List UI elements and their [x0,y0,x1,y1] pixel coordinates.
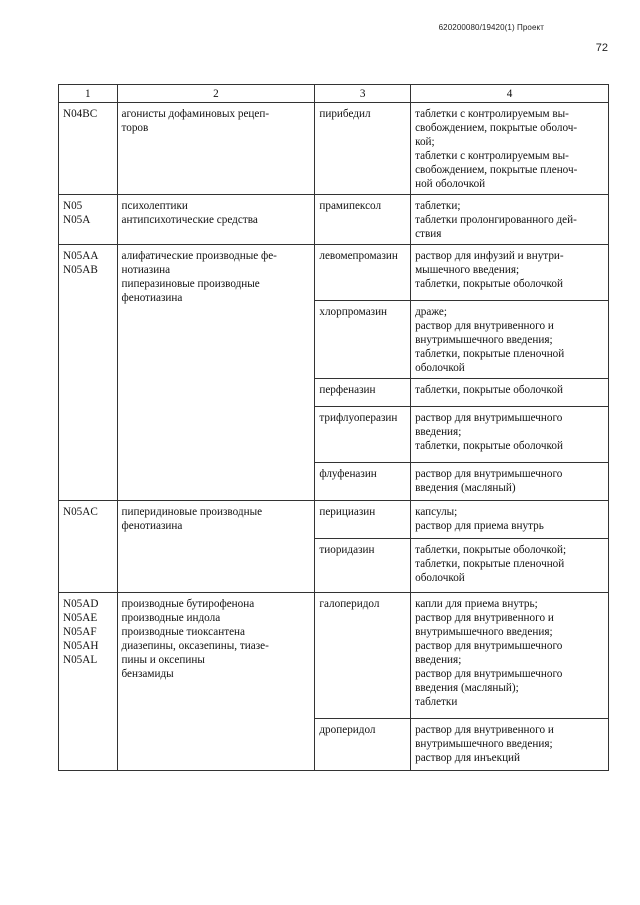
group-description-cell [117,245,315,501]
dosage-form-line: оболочкой [415,362,465,374]
column-header: 4 [411,85,609,103]
dosage-form-line: капли для приема внутрь; [415,598,538,610]
column-header: 2 [117,85,315,103]
group-description-cell [117,195,315,245]
atc-code: N05AA [63,250,99,262]
atc-code: N05AD [63,598,99,610]
dosage-form-line: раствор для внутривенного и [415,612,554,624]
group-description-line: пиперазиновые производные [121,278,260,290]
drug-name-cell [315,539,411,593]
dosage-form-line: раствор для внутримышечного [415,640,563,652]
table-body [59,103,609,771]
dosage-form-line: раствор для инфузий и внутри- [415,250,564,262]
dosage-form-line: кой; [415,136,435,148]
group-description-line: пины и оксепины [121,654,205,666]
table-row [59,245,609,301]
table-row [59,593,609,719]
atc-code: N05 [63,200,83,212]
drug-name: флуфеназин [319,468,377,480]
dosage-form-line: капсулы; [415,506,458,518]
dosage-forms-cell [411,103,609,195]
table-header-row [59,85,609,103]
drug-name: галоперидол [319,598,380,610]
drug-name: трифлуоперазин [319,412,398,424]
dosage-form-line: драже; [415,306,448,318]
dosage-forms-cell [411,593,609,719]
group-description-line: производные тиоксантена [121,626,246,638]
group-description-line: фенотиазина [121,292,183,304]
group-description-line: торов [121,122,149,134]
dosage-form-line: раствор для внутримышечного [415,668,563,680]
drug-name: тиоридазин [319,544,375,556]
dosage-form-line: раствор для внутривенного и [415,724,554,736]
drug-name-cell [315,407,411,463]
dosage-form-line: таблетки, покрытые оболочкой [415,278,563,290]
dosage-form-line: введения (масляный) [415,482,516,494]
dosage-form-line: введения (масляный); [415,682,519,694]
group-description-line: алифатические производные фе- [121,250,277,262]
dosage-forms-cell [411,719,609,771]
atc-code-cell [59,195,118,245]
dosage-forms-cell [411,407,609,463]
dosage-form-line: таблетки пролонгированного дей- [415,214,577,226]
group-description-line: агонисты дофаминовых рецеп- [121,108,270,120]
dosage-forms-cell [411,501,609,539]
group-description-line: пиперидиновые производные [121,506,263,518]
dosage-forms-cell [411,379,609,407]
group-description-line: нотиазина [121,264,171,276]
dosage-forms-cell [411,195,609,245]
dosage-form-line: таблетки; [415,200,461,212]
dosage-form-line: таблетки, покрытые пленочной [415,558,565,570]
group-description-line: антипсихотические средства [121,214,258,226]
atc-code-cell [59,103,118,195]
drug-name-cell [315,245,411,301]
drug-name-cell [315,463,411,501]
atc-code: N05AF [63,626,97,638]
drug-name-cell [315,719,411,771]
group-description-line: бензамиды [121,668,174,680]
dosage-forms-cell [411,245,609,301]
atc-code: N05AL [63,654,98,666]
atc-code: N05AB [63,264,98,276]
drug-name: дроперидол [319,724,376,736]
dosage-form-line: раствор для внутримышечного [415,412,563,424]
dosage-form-line: свобождением, покрытые оболоч- [415,122,578,134]
document-id: 620200080/19420(1) Проект [438,23,544,32]
dosage-form-line: внутримышечного введения; [415,334,553,346]
column-header: 3 [315,85,411,103]
group-description-cell [117,593,315,771]
page-number: 72 [595,42,608,54]
table-row [59,501,609,539]
drug-name: хлорпромазин [319,306,388,318]
atc-code-cell [59,245,118,501]
dosage-form-line: раствор для внутримышечного [415,468,563,480]
dosage-form-line: внутримышечного введения; [415,626,553,638]
dosage-forms-cell [411,539,609,593]
dosage-form-line: раствор для инъекций [415,752,521,764]
dosage-forms-cell [411,301,609,379]
dosage-form-line: таблетки, покрытые пленочной [415,348,565,360]
atc-code-cell [59,593,118,771]
drug-name: перициазин [319,506,376,518]
dosage-form-line: введения; [415,654,462,666]
dosage-form-line: оболочкой [415,572,465,584]
group-description-line: производные бутирофенона [121,598,255,610]
group-description-cell [117,103,315,195]
drug-name: прамипексол [319,200,382,212]
drug-table [58,84,609,771]
atc-code: N05AH [63,640,99,652]
group-description-line: психолептики [121,200,188,212]
dosage-form-line: раствор для приема внутрь [415,520,544,532]
drug-name-cell [315,501,411,539]
drug-name-cell [315,195,411,245]
atc-code-cell [59,501,118,593]
atc-code: N05AE [63,612,98,624]
group-description-cell [117,501,315,593]
dosage-form-line: таблетки, покрытые оболочкой [415,440,563,452]
dosage-form-line: раствор для внутривенного и [415,320,554,332]
group-description-line: фенотиазина [121,520,183,532]
dosage-form-line: ной оболочкой [415,178,486,190]
dosage-form-line: свобождением, покрытые пленоч- [415,164,578,176]
group-description-line: диазепины, оксазепины, тиазе- [121,640,269,652]
drug-name-cell [315,301,411,379]
dosage-form-line: мышечного введения; [415,264,520,276]
drug-name-cell [315,593,411,719]
dosage-form-line: внутримышечного введения; [415,738,553,750]
group-description-line: производные индола [121,612,221,624]
drug-name: левомепромазин [319,250,398,262]
drug-name: пирибедил [319,108,371,120]
atc-code: N05A [63,214,91,226]
column-header: 1 [59,85,118,103]
dosage-form-line: таблетки, покрытые оболочкой; [415,544,567,556]
dosage-form-line: ствия [415,228,442,240]
dosage-form-line: таблетки с контролируемым вы- [415,108,569,120]
drug-name: перфеназин [319,384,376,396]
dosage-form-line: таблетки [415,696,458,708]
drug-name-cell [315,103,411,195]
dosage-form-line: введения; [415,426,462,438]
table-row [59,103,609,195]
dosage-form-line: таблетки, покрытые оболочкой [415,384,563,396]
drug-name-cell [315,379,411,407]
dosage-forms-cell [411,463,609,501]
atc-code: N04BC [63,108,98,120]
dosage-form-line: таблетки с контролируемым вы- [415,150,569,162]
atc-code: N05AC [63,506,98,518]
table-row [59,195,609,245]
